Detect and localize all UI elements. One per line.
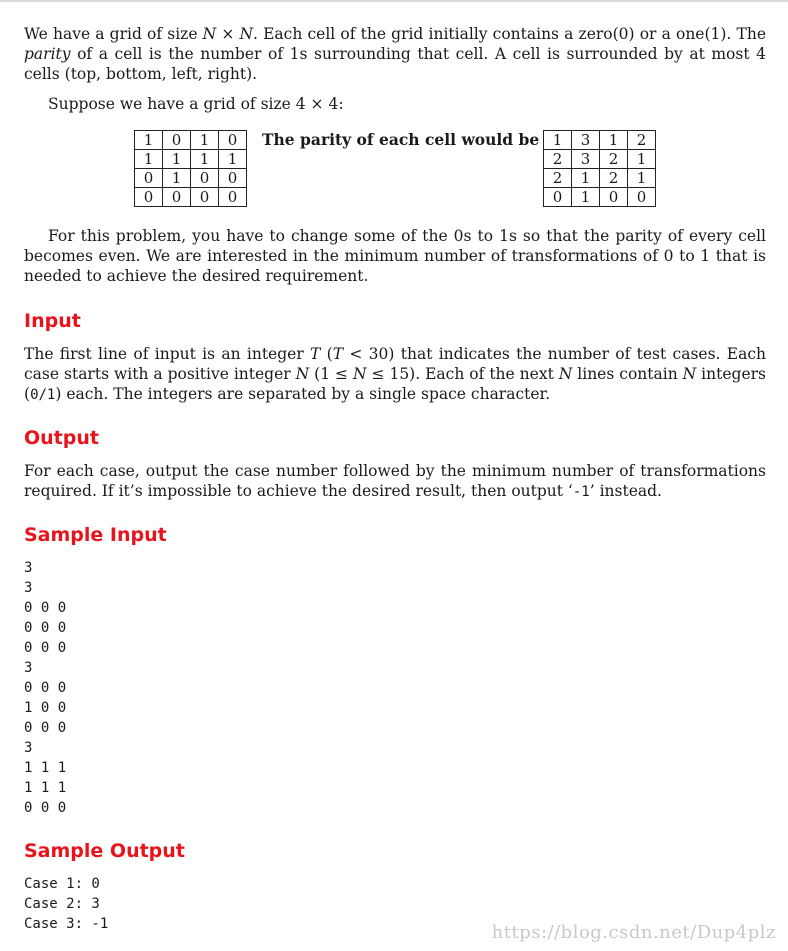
output-heading: Output xyxy=(24,427,99,449)
grid-cell: 1 xyxy=(572,169,600,188)
top-divider xyxy=(0,0,788,2)
code-line: Case 2: 3 xyxy=(24,896,100,912)
example-grids xyxy=(134,130,656,210)
grid-cell: 1 xyxy=(191,131,219,150)
grid-cell: 2 xyxy=(600,169,628,188)
grid-cell: 0 xyxy=(135,169,163,188)
code-line: 1 1 1 xyxy=(24,760,67,776)
input-heading: Input xyxy=(24,310,81,332)
problem-paragraph: For this problem, you have to change some of the 0s to 1s so that the parity of every cell becomes even. We are interested in the minimum number of transformations of 0 to 1 that is needed to achieve the desired requirement. xyxy=(24,227,766,285)
intro-paragraph: We have a grid of size N × N. Each cell of the grid initially contains a zero(0) or a one(1). The parity of a cell is the number of 1s surrounding that cell. A cell is surrounded by at most 4 cells (top, bottom, left, right). xyxy=(24,25,766,83)
grid-cell: 2 xyxy=(600,150,628,169)
code-line: 0 0 0 xyxy=(24,620,67,636)
grid-row xyxy=(544,131,656,150)
example-grid-table xyxy=(134,130,247,207)
grid-cell: 1 xyxy=(163,169,191,188)
grid-cell: 2 xyxy=(544,169,572,188)
grid-row xyxy=(135,188,247,207)
grid-cell: 2 xyxy=(544,150,572,169)
grid-cell: 0 xyxy=(628,188,656,207)
parity-grid-table xyxy=(543,130,656,207)
grid-cell: 0 xyxy=(600,188,628,207)
grid-cell: 0 xyxy=(163,131,191,150)
grid-cell: 0 xyxy=(163,188,191,207)
grid-cell: 1 xyxy=(219,150,247,169)
grid-cell: 3 xyxy=(572,150,600,169)
grid-row xyxy=(544,169,656,188)
code-line: 1 1 1 xyxy=(24,780,67,796)
grid-cell: 1 xyxy=(135,131,163,150)
output-paragraph: For each case, output the case number followed by the minimum number of transformations required. If it’s impossible to achieve the desired result, then output ‘-1’ instead. xyxy=(24,462,766,500)
grid-cell: 0 xyxy=(219,188,247,207)
grid-cell: 3 xyxy=(572,131,600,150)
grid-cell: 0 xyxy=(544,188,572,207)
grid-row xyxy=(135,131,247,150)
grid-cell: 1 xyxy=(600,131,628,150)
code-line: 0 0 0 xyxy=(24,640,67,656)
code-line: 3 xyxy=(24,660,33,676)
code-line: 3 xyxy=(24,560,33,576)
grid-cell: 0 xyxy=(135,188,163,207)
code-line: Case 1: 0 xyxy=(24,876,100,892)
grid-cell: 0 xyxy=(219,169,247,188)
grid-cell: 1 xyxy=(191,150,219,169)
grid-cell: 0 xyxy=(191,169,219,188)
grid-row xyxy=(544,150,656,169)
sample-output-block xyxy=(24,874,108,934)
code-line: Case 3: -1 xyxy=(24,916,109,932)
code-line: 0 0 0 xyxy=(24,600,67,616)
grid-cell: 1 xyxy=(628,150,656,169)
code-line: 3 xyxy=(24,580,33,596)
code-line: 0 0 0 xyxy=(24,800,67,816)
code-line: 3 xyxy=(24,740,33,756)
grid-row xyxy=(544,188,656,207)
grid-row xyxy=(135,150,247,169)
sample-input-block xyxy=(24,558,66,818)
grid-cell: 0 xyxy=(191,188,219,207)
grid-cell: 1 xyxy=(163,150,191,169)
example-intro: Suppose we have a grid of size 4 × 4: xyxy=(48,95,344,113)
parity-label: The parity of each cell would be xyxy=(262,130,540,149)
grid-cell: 1 xyxy=(572,188,600,207)
grid-cell: 1 xyxy=(628,169,656,188)
code-line: 1 0 0 xyxy=(24,700,67,716)
grid-cell: 0 xyxy=(219,131,247,150)
sample-output-heading: Sample Output xyxy=(24,840,185,862)
input-paragraph: The first line of input is an integer T (T < 30) that indicates the number of test cases. Each case starts with a positive integer N (1 ≤ N ≤ 15). Each of the next N lines contain N integers (0/1) each. The integers are separated by a single space character. xyxy=(24,345,766,403)
sample-input-heading: Sample Input xyxy=(24,524,167,546)
watermark: https://blog.csdn.net/Dup4plz xyxy=(491,922,776,943)
grid-cell: 1 xyxy=(544,131,572,150)
code-line: 0 0 0 xyxy=(24,720,67,736)
grid-cell: 1 xyxy=(135,150,163,169)
grid-row xyxy=(135,169,247,188)
grid-cell: 2 xyxy=(628,131,656,150)
code-line: 0 0 0 xyxy=(24,680,67,696)
